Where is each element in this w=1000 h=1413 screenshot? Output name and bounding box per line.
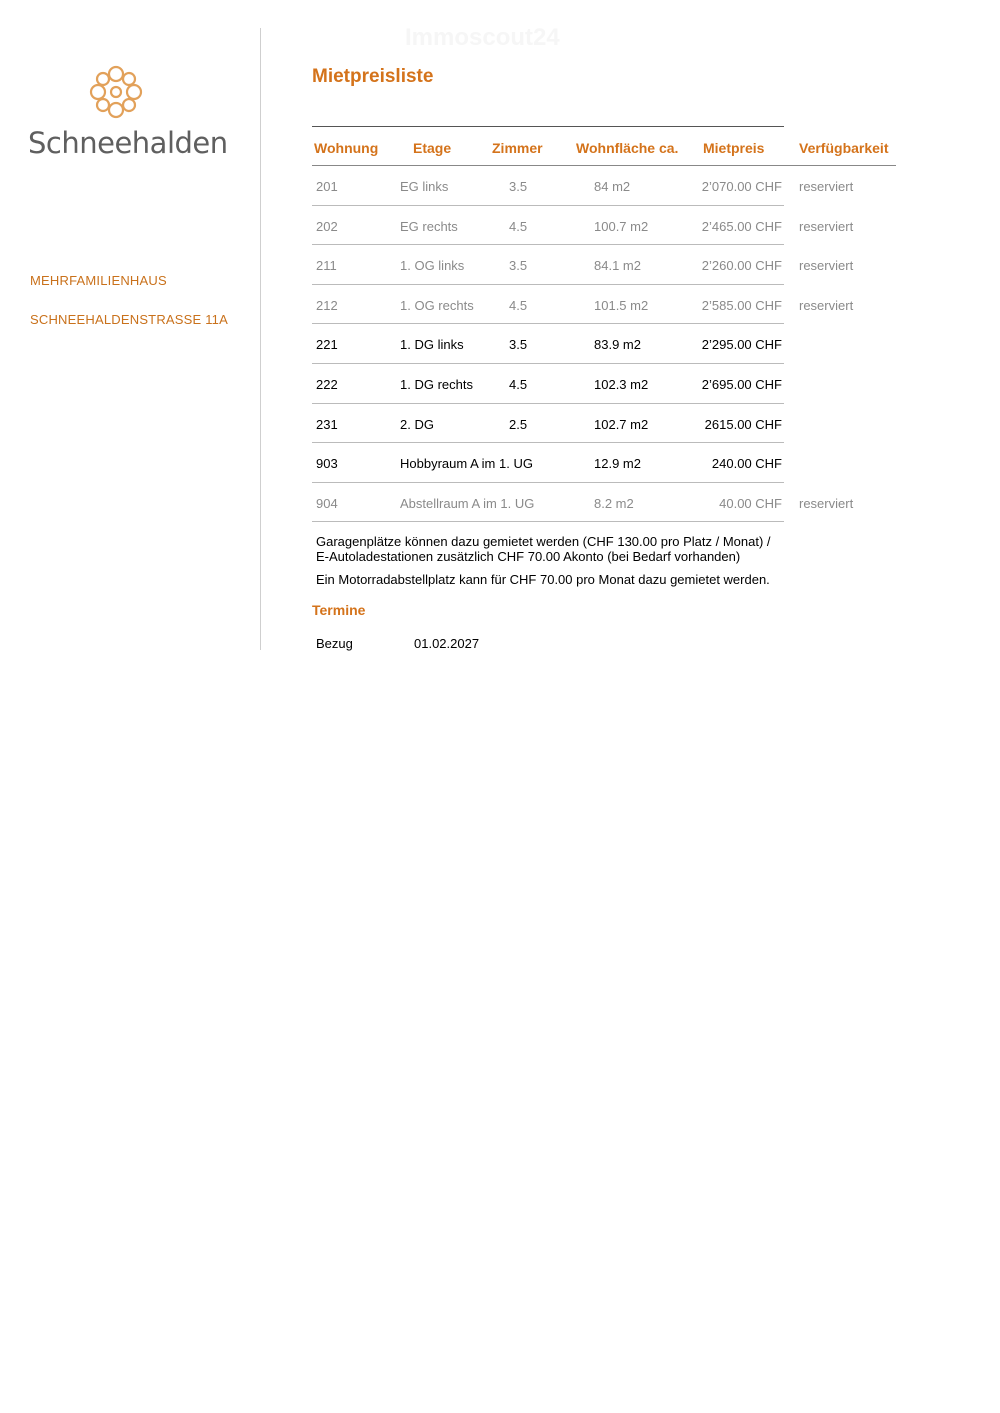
cell-etage: 1. DG links	[400, 337, 464, 353]
cell-wohnflaeche: 100.7 m2	[594, 218, 649, 234]
cell-wohnung: 231	[316, 416, 338, 432]
cell-wohnflaeche: 84.1 m2	[594, 258, 641, 274]
divider	[260, 28, 261, 650]
table-row	[312, 324, 784, 364]
cell-mietpreis: 240.00 CHF	[711, 456, 782, 472]
cell-etage: Abstellraum A im 1. UG	[400, 495, 535, 511]
table-row	[312, 285, 854, 325]
cell-zimmer: 4.5	[509, 297, 528, 313]
cell-mietpreis: 2’295.00 CHF	[701, 337, 782, 353]
note-motorbike: Ein Motorradabstellplatz kann für CHF 70.00 pro Monat dazu gemietet werden.	[316, 572, 770, 587]
header-mietpreis: Mietpreis	[703, 140, 765, 156]
cell-wohnung: 212	[316, 297, 338, 313]
cell-wohnung: 201	[316, 179, 338, 194]
cell-zimmer: 3.5	[509, 258, 528, 274]
header-zimmer: Zimmer	[492, 140, 543, 156]
cell-zimmer: 3.5	[509, 337, 528, 353]
termine-row	[316, 636, 480, 651]
cell-verfuegbarkeit: reserviert	[799, 218, 854, 234]
cell-wohnung: 221	[316, 337, 338, 353]
cell-etage: 2. DG	[400, 416, 434, 432]
table-row	[312, 166, 854, 206]
cell-wohnflaeche: 84 m2	[594, 179, 631, 194]
cell-verfuegbarkeit: reserviert	[799, 258, 854, 274]
notes	[316, 534, 796, 595]
cell-mietpreis: 2’695.00 CHF	[701, 376, 782, 392]
bezug-date: 01.02.2027	[414, 636, 480, 651]
header-etage: Etage	[413, 140, 452, 156]
cell-etage: EG rechts	[400, 218, 458, 234]
cell-zimmer: 3.5	[509, 179, 528, 194]
cell-wohnflaeche: 8.2 m2	[594, 495, 634, 511]
cell-wohnung: 211	[316, 258, 337, 274]
table-row	[312, 364, 784, 404]
note-garage: Garagenplätze können dazu gemietet werden (CHF 130.00 pro Platz / Monat) /	[316, 534, 771, 549]
cell-wohnung: 904	[316, 495, 338, 511]
header-wohnung: Wohnung	[314, 140, 379, 156]
cell-wohnung: 222	[316, 376, 338, 392]
cell-mietpreis: 2’585.00 CHF	[701, 297, 782, 313]
logo	[28, 64, 228, 160]
cell-wohnflaeche: 101.5 m2	[594, 297, 649, 313]
building-type: MEHRFAMILIENHAUS	[30, 273, 167, 288]
cell-wohnung: 903	[316, 456, 338, 472]
cell-mietpreis: 2’070.00 CHF	[701, 179, 782, 194]
table-row	[312, 443, 784, 483]
table-row	[312, 483, 854, 523]
cell-etage: 1. DG rechts	[400, 376, 473, 392]
cell-wohnung: 202	[316, 218, 338, 234]
bezug-label: Bezug	[316, 636, 353, 651]
cell-wohnflaeche: 102.3 m2	[594, 376, 649, 392]
cell-zimmer: 4.5	[509, 218, 528, 234]
table-row	[312, 245, 854, 285]
table-row	[312, 404, 784, 444]
cell-mietpreis: 40.00 CHF	[719, 495, 782, 511]
address: SCHNEEHALDENSTRASSE 11A	[30, 312, 228, 327]
table-header	[312, 127, 896, 166]
cell-verfuegbarkeit: reserviert	[799, 495, 854, 511]
cell-mietpreis: 2’465.00 CHF	[701, 218, 782, 234]
page-title: Mietpreisliste	[312, 66, 434, 87]
cell-wohnflaeche: 12.9 m2	[594, 456, 641, 472]
header-verfuegbarkeit: Verfügbarkeit	[799, 140, 889, 156]
cell-etage: 1. OG rechts	[400, 297, 474, 313]
cell-zimmer: 4.5	[509, 376, 528, 392]
cell-wohnflaeche: 83.9 m2	[594, 337, 641, 353]
flower-icon	[88, 64, 144, 120]
brand-name: Schneehalden	[28, 126, 228, 160]
cell-mietpreis: 2’260.00 CHF	[701, 258, 782, 274]
cell-mietpreis: 2615.00 CHF	[704, 416, 782, 432]
cell-etage: EG links	[400, 179, 449, 194]
note-charging: E-Autoladestationen zusätzlich CHF 70.00 Akonto (bei Bedarf vorhanden)	[316, 549, 741, 564]
cell-verfuegbarkeit: reserviert	[799, 179, 854, 194]
watermark: Immoscout24	[405, 24, 560, 51]
header-wohnflaeche: Wohnfläche ca.	[576, 140, 679, 156]
table-row	[312, 206, 854, 246]
cell-etage: Hobbyraum A im 1. UG	[400, 456, 533, 472]
cell-etage: 1. OG links	[400, 258, 465, 274]
cell-verfuegbarkeit: reserviert	[799, 297, 854, 313]
termine-heading: Termine	[312, 602, 366, 618]
cell-zimmer: 2.5	[509, 416, 528, 432]
cell-wohnflaeche: 102.7 m2	[594, 416, 649, 432]
price-table	[312, 126, 902, 522]
